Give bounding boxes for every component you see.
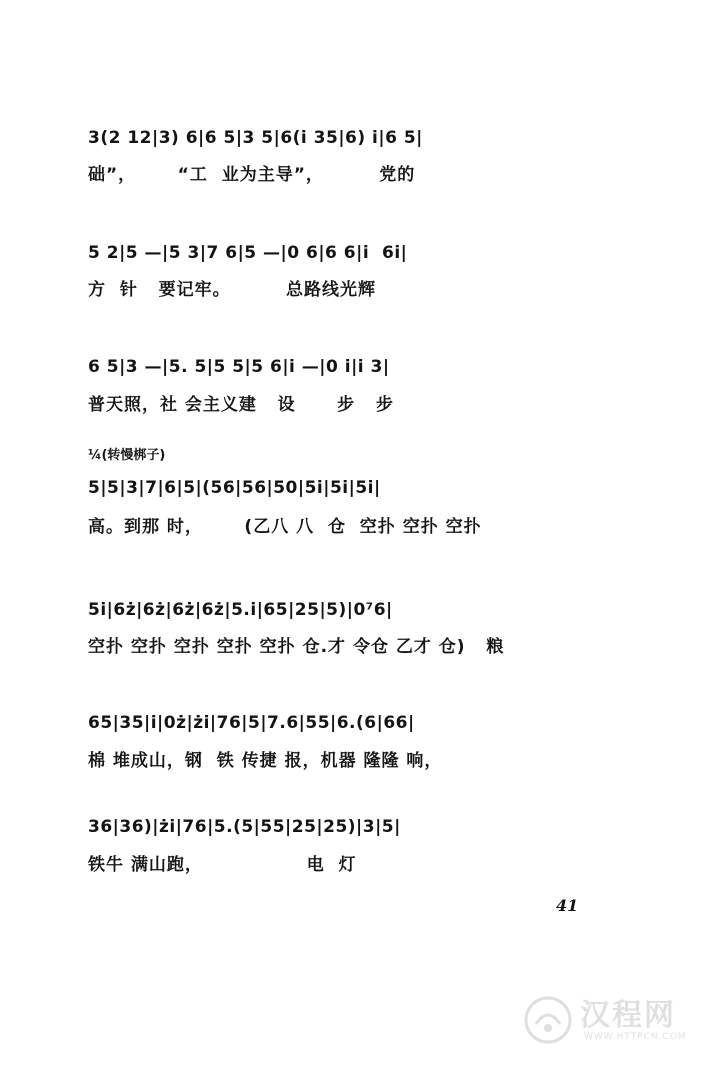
melody-line: 5i|6ż|6ż|6ż|6ż|5.i|65|25|5)|0⁷6| <box>88 600 393 620</box>
watermark-url: WWW.HTTPCN.COM <box>584 1032 687 1042</box>
tempo-marking: ¼(转慢梆子) <box>88 448 166 463</box>
lyrics-line: 棉 堆成山，钢 铁 传捷 报，机器 隆隆 响， <box>88 751 443 771</box>
watermark-text: 汉程网 <box>580 998 676 1033</box>
lyrics-line: 普天照，社 会主义建 设 步 步 <box>88 395 394 415</box>
lyrics-line: 高。到那 时， (乙八 八 仓 空扑 空扑 空扑 <box>88 517 482 537</box>
lyrics-line: 础”， “工 业为主导”， 党的 <box>88 165 416 185</box>
watermark <box>520 990 700 1060</box>
watermark-logo-icon <box>520 992 576 1048</box>
melody-line: 6 5|3 —|5. 5|5 5|5 6|i —|0 i|i 3| <box>88 357 390 377</box>
lyrics-line: 方 针 要记牢。 总路线光辉 <box>88 280 376 300</box>
melody-line: 5|5|3|7|6|5|(56|56|50|5i|5i|5i| <box>88 478 381 498</box>
lyrics-line: 空扑 空扑 空扑 空扑 空扑 仓.才 令仓 乙才 仓) 粮 <box>88 637 505 657</box>
melody-line: 3(2 12|3) 6|6 5|3 5|6(i 35|6) i|6 5| <box>88 128 423 148</box>
melody-line: 5 2|5 —|5 3|7 6|5 —|0 6|6 6|i 6i| <box>88 243 408 263</box>
melody-line: 36|36)|żi|76|5.(5|55|25|25)|3|5| <box>88 817 401 837</box>
page-number: 41 <box>556 896 579 915</box>
lyrics-line: 铁牛 满山跑， 电 灯 <box>88 855 357 875</box>
melody-line: 65|35|i|0ż|żi|76|5|7.6|55|6.(6|66| <box>88 713 415 733</box>
